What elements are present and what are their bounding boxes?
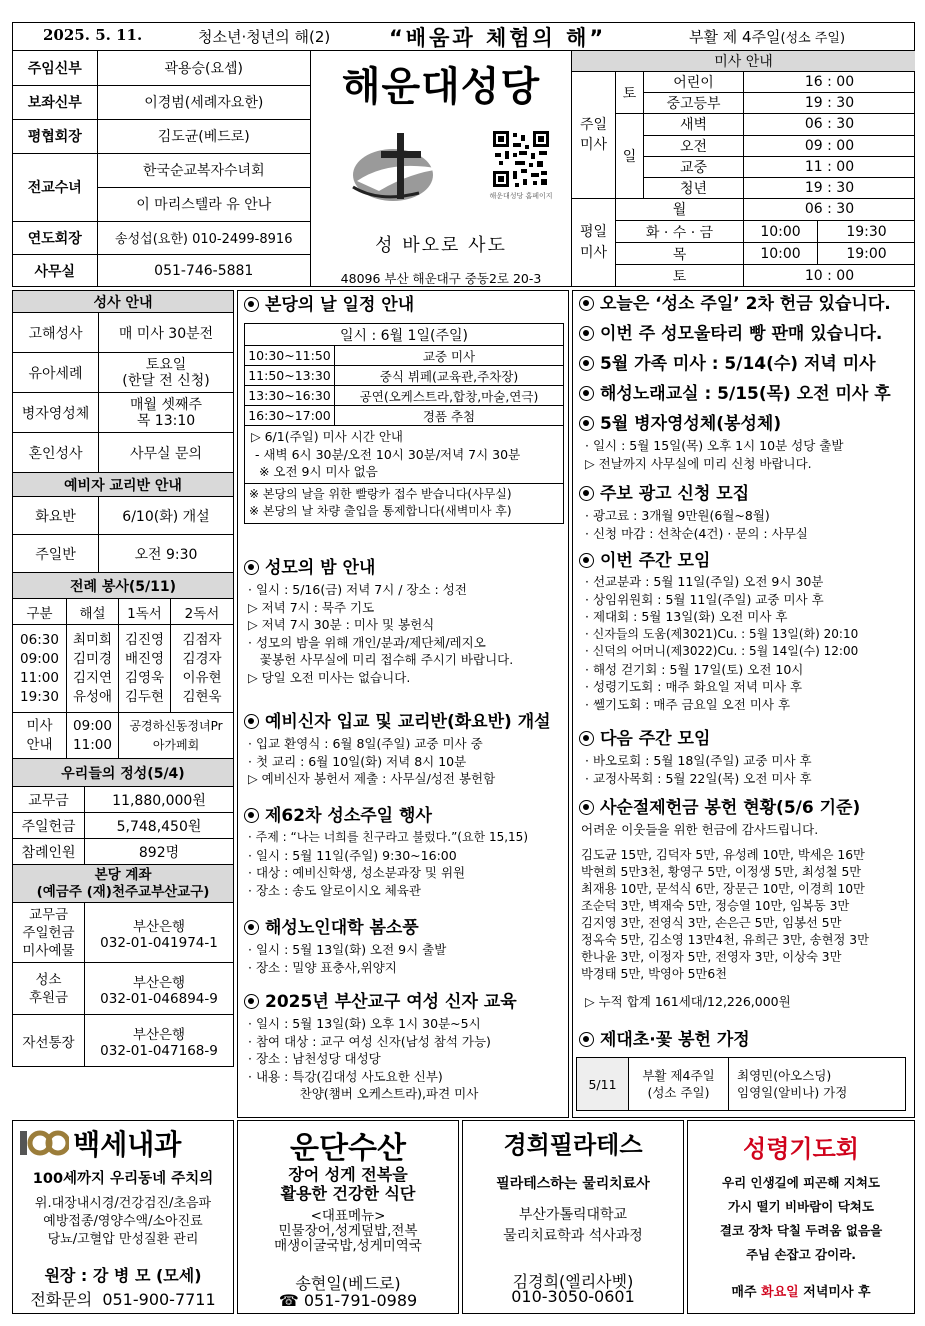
staff-table [13, 51, 311, 287]
sacrament-label: 고해성사 [13, 313, 99, 353]
weekday-name: 월 [616, 198, 744, 220]
church-address: 48096 부산 해운대구 중동2로 20-3 [340, 271, 542, 286]
mass-name: 청년 [644, 177, 744, 198]
feast-event: 공연(오케스트라,합창,마술,연극) [335, 386, 564, 406]
mass-time: 09 : 00 [744, 135, 916, 156]
catechumen-entry-heading: 예비신자 입교 및 교리반(화요반) 개설 [244, 711, 551, 733]
staff-value: 곽용승(요셉) [97, 51, 311, 85]
feast-date: 일시 : 6월 1일(주일) [245, 324, 564, 346]
catechumen-label: 주일반 [13, 535, 99, 573]
patron-saint: 성 바오로 사도 [375, 235, 507, 256]
lent-offering-heading: 사순절제헌금 봉헌 현황(5/6 기준) [579, 797, 860, 819]
bullet-icon [244, 920, 259, 935]
offering-label: 주일헌금 [13, 813, 85, 839]
mass-time: 11 : 00 [744, 156, 916, 177]
quick-notice: 오늘은 ‘성소 주일’ 2차 헌금 있습니다. [579, 293, 891, 315]
vocation-heading: 제62차 성소주일 행사 [244, 805, 432, 827]
clinic-logo [19, 1123, 181, 1163]
top-info-block [12, 50, 915, 287]
catechumen-label: 화요반 [13, 497, 99, 535]
account-info: 부산은행 032-01-041974-1 [85, 903, 234, 963]
ad-clinic [12, 1120, 234, 1314]
clinic-phone: 전화문의 051-900-7711 [30, 1290, 216, 1309]
sacrament-label: 유아세례 [13, 353, 99, 393]
account-label: 자선통장 [13, 1015, 85, 1067]
liturgy-mass-times: 09:00 11:00 [67, 713, 119, 759]
women-body: · 일시 : 5월 13일(화) 오후 1시 30분~5시 · 참여 대상 : 교구 여성 신자(남성 참석 가능) · 장소 : 남천성당 대성당 · 내용 : 특강(김대성 사도요한 신부) 찬양(챔버 오케스트라),파견 미사 [248, 1016, 491, 1101]
church-logo-icon [349, 129, 449, 211]
mass-time: 16 : 00 [744, 72, 916, 93]
liturgy-reader2: 김점자 김경자 이유현 김현욱 [171, 625, 234, 713]
staff-label: 전교수녀 [13, 153, 97, 221]
staff-label: 보좌신부 [13, 85, 97, 119]
feast-heading: 본당의 날 일정 안내 [244, 294, 414, 316]
bullet-icon [579, 731, 594, 746]
liturgy-reader1: 김진영 배진영 김영욱 김두현 [119, 625, 171, 713]
sacrament-table [12, 290, 234, 473]
clinic-services: 위.대장내시경/건강검진/초음파 예방접종/영양수액/소아진료 당뇨/고혈압 만성질환 관리 [34, 1196, 212, 1247]
mary-night-body: · 일시 : 5/16(금) 저녁 7시 / 장소 : 성전 ▷ 저녁 7시 : 묵주 기도 ▷ 저녁 7시 30분 : 미사 및 봉헌식 · 성모의 밤을 위해 개인/분과/제단체/레지오 꽃봉헌 사무실에 미리 접수해 주시기 바랍니다. ▷ 당일 오전 미사는 없습니다. [248, 582, 514, 685]
catechumen-title: 예비자 교리반 안내 [13, 473, 234, 497]
church-center [311, 51, 571, 287]
sacrament-label: 혼인성사 [13, 433, 99, 473]
ad-pilates [462, 1120, 684, 1314]
sacrament-value: 매월 셋째주 목 13:10 [99, 393, 234, 433]
qr-code-icon [493, 131, 549, 187]
weekday-name: 토 [616, 265, 744, 287]
bulletin-ad-body: · 광고료 : 3개월 9만원(6월~8월) · 신청 마감 : 선착순(4건) · 문의 : 사무실 [585, 508, 808, 541]
meetings-body: · 선교분과 : 5월 11일(주일) 오전 9시 30분 · 상임위원회 : 5월 11일(주일) 교중 미사 후 · 제대회 : 5월 13일(화) 오전 미사 후 · 신자들의 도움(제3021)Cu. : 5월 13일(화) 20:10 · 신덕의 어머니(제3022)Cu. : 5월 14일(수) 12:00 · 해성 걷기회 : 5월 17일(토) 오전 10시 · 성령기도회 : 매주 화요일 저녁 미사 후 · 쎌기도회 : 매주 금요일 오전 미사 후 [585, 574, 859, 712]
bullet-icon [579, 1032, 594, 1047]
seafood-tagline: 장어 성게 전복을 활용한 건강한 식단 [280, 1165, 416, 1203]
middle-column [237, 290, 569, 1118]
staff-value: 이 마리스텔라 유 안나 [97, 187, 311, 221]
sick-communion-heading: 5월 병자영성체(봉성체) [579, 413, 781, 435]
feast-event: 중식 뷔페(교육관,주차장) [335, 366, 564, 386]
header-bar [12, 22, 915, 50]
liturgy-mass-label: 미사 안내 [13, 713, 67, 759]
accounts-table [12, 864, 234, 1067]
clinic-director: 원장 : 강 병 모 (모세) [44, 1266, 202, 1285]
feast-notes: ▷ 6/1(주일) 미사 시간 안내 - 새벽 6시 30분/오전 10시 30분/저녁 7시 30분 ※ 오전 9시 미사 없음 [245, 426, 564, 484]
sacrament-label: 병자영성체 [13, 393, 99, 433]
year-theme-label: 청소년·청년의 해(2) [198, 28, 331, 46]
liturgy-commentators: 최미희 김미경 김지연 유성애 [67, 625, 119, 713]
mass-name: 오전 [644, 135, 744, 156]
offering-value: 892명 [85, 839, 234, 865]
offering-table [12, 758, 234, 865]
right-column [572, 290, 915, 1118]
offering-value: 11,880,000원 [85, 787, 234, 813]
quick-notice: 5월 가족 미사 : 5/14(수) 저녁 미사 [579, 353, 876, 375]
weekday-name: 목 [616, 243, 744, 265]
women-heading: 2025년 부산교구 여성 신자 교육 [244, 991, 517, 1013]
offering-title: 우리들의 정성(5/4) [13, 759, 234, 787]
staff-value: 이경범(세례자요한) [97, 85, 311, 119]
account-label: 성소 후원금 [13, 963, 85, 1015]
seafood-owner: 송현일(베드로) [295, 1274, 401, 1293]
accounts-title: 본당 계좌 (예금주 (재)천주교부산교구) [13, 865, 234, 903]
weekday-time: 10:00 [744, 221, 818, 243]
clinic-tagline: 100세까지 우리동네 주치의 [32, 1171, 214, 1187]
feast-event: 교중 미사 [335, 346, 564, 366]
flowers-table [576, 1057, 906, 1111]
prayer-group-schedule: 매주 화요일 저녁미사 후 [731, 1285, 871, 1300]
mary-night-heading: 성모의 밤 안내 [244, 557, 375, 579]
mass-time: 06 : 30 [744, 114, 916, 135]
pilates-name: 경희필라테스 [503, 1131, 643, 1159]
offering-label: 교무금 [13, 787, 85, 813]
feast-time: 10:30~11:50 [245, 346, 335, 366]
bullet-icon [244, 714, 259, 729]
liturgy-title: 전례 봉사(5/11) [13, 573, 234, 599]
year-theme-title: “배움과 체험의 해” [389, 26, 607, 50]
liturgy-header: 구분 [13, 599, 67, 625]
feast-time: 11:50~13:30 [245, 366, 335, 386]
weekday-time: 19:30 [818, 221, 916, 243]
pilates-tagline: 필라테스하는 물리치료사 [496, 1176, 650, 1192]
bullet-icon [579, 486, 594, 501]
staff-value: 송성섭(요한) 010-2499-8916 [97, 221, 311, 254]
feast-warnings: ※ 본당의 날을 위한 빨랑카 접수 받습니다(사무실) ※ 본당의 날 차량 출입을 통제합니다(새벽미사 후) [245, 483, 564, 523]
bullet-icon [244, 994, 259, 1009]
liturgical-sunday: 부활 제 4주일(성소 주일) [689, 28, 846, 46]
next-meetings-body: · 바오로회 : 5월 18일(주일) 교중 미사 후 · 교정사목회 : 5월 22일(목) 오전 미사 후 [585, 753, 812, 786]
feast-time: 16:30~17:00 [245, 406, 335, 426]
staff-value: 한국순교복자수녀회 [97, 153, 311, 187]
bullet-icon [579, 553, 594, 568]
seafood-phone: ☎ 051-791-0989 [278, 1291, 418, 1310]
mass-time: 19 : 30 [744, 93, 916, 114]
mass-name: 교중 [644, 156, 744, 177]
quick-notice: 해성노래교실 : 5/15(목) 오전 미사 후 [579, 383, 891, 405]
issue-date: 2025. 5. 11. [43, 26, 143, 44]
bullet-icon [579, 800, 594, 815]
prayer-group-verse: 우리 인생길에 피곤해 지쳐도 가시 떨기 비바람이 닥쳐도 결코 장차 닥칠 두려움 없음을 주님 손잡고 감이라. [719, 1175, 883, 1262]
weekday-time: 10:00 [744, 243, 818, 265]
flowers-date: 5/11 [577, 1058, 629, 1111]
liturgy-mass-desc: 공경하신동정녀Pr 아가페회 [119, 713, 234, 759]
feast-schedule-table [244, 323, 564, 524]
account-label: 교무금 주일헌금 미사예물 [13, 903, 85, 963]
pilates-phone: 010-3050-0601 [511, 1287, 635, 1306]
left-sidebar [12, 290, 234, 1118]
sunday-label: 일 [616, 114, 644, 199]
bullet-icon [244, 808, 259, 823]
ad-seafood [237, 1120, 459, 1314]
mass-time: 19 : 30 [744, 177, 916, 198]
vocation-body: · 주제 : “나는 너희를 친구라고 불렀다.”(요한 15,15) · 일시 : 5월 11일(주일) 9:30~16:00 · 대상 : 예비신학생, 성소분과장 및 위원 · 장소 : 송도 알로이시오 체육관 [248, 830, 528, 898]
weekday-mass-label: 평일 미사 [572, 198, 616, 287]
flowers-heading: 제대초·꽃 봉헌 가정 [579, 1029, 750, 1051]
feast-event: 경품 추첨 [335, 406, 564, 426]
sunday-mass-label: 주일 미사 [572, 72, 616, 199]
mass-name: 어린이 [644, 72, 744, 93]
qr-caption: 해운대성당 홈페이지 [489, 192, 553, 200]
staff-value: 051-746-5881 [97, 254, 311, 287]
bullet-icon [579, 326, 594, 341]
bullet-icon [579, 416, 594, 431]
prayer-group-name: 성령기도회 [743, 1135, 859, 1163]
catechumen-entry-body: · 입교 환영식 : 6월 8일(주일) 교중 미사 중 · 첫 교리 : 6월 10일(화) 저녁 8시 10분 ▷ 예비신자 봉헌서 제출 : 사무실/성전 봉헌함 [248, 736, 496, 786]
feast-time: 13:30~16:30 [245, 386, 335, 406]
bulletin-ad-heading: 주보 광고 신청 모집 [579, 483, 749, 505]
next-meetings-heading: 다음 주간 모임 [579, 728, 710, 750]
catechumen-value: 오전 9:30 [99, 535, 234, 573]
weekday-time: 06 : 30 [744, 198, 916, 220]
sacrament-value: 사무실 문의 [99, 433, 234, 473]
offering-value: 5,748,450원 [85, 813, 234, 839]
lent-offering-body: 어려운 이웃들을 위한 헌금에 감사드립니다. 김도균 15만, 김덕자 5만, 유성례 10만, 박세은 16만 박현희 5만3천, 황영구 5만, 이정생 5만, 최성철 5만 최재용 10만, 문석식 6만, 장문근 10만, 이경희 10만 조순덕 3만, 벽재숙 5만, 정승열 10만, 임복동 3만 김지영 3만, 전영식 3만, 손은근 5만, 임봉선 5만 정옥숙 5만, 김소영 13만4천, 유희근 3만, 송현정 3만 한나윤 3만, 이정자 5만, 전영자 3만, 이상숙 3만 박경태 5만, 박영아 5만6천 ▷ 누적 합계 161세대/12,226,000원 [581, 822, 869, 1009]
weekday-name: 화 · 수 · 금 [616, 221, 744, 243]
liturgy-header: 2독서 [171, 599, 234, 625]
bullet-icon [244, 297, 259, 312]
seafood-menu: <대표메뉴> 민물장어,성게덮밥,전복 매생이굴국밥,성게미역국 [274, 1208, 422, 1254]
saturday-label: 토 [616, 72, 644, 114]
sacrament-title: 성사 안내 [13, 291, 234, 313]
mass-name: 새벽 [644, 114, 744, 135]
account-info: 부산은행 032-01-047168-9 [85, 1015, 234, 1067]
sacrament-value: 매 미사 30분전 [99, 313, 234, 353]
account-info: 부산은행 032-01-046894-9 [85, 963, 234, 1015]
staff-label: 연도회장 [13, 221, 97, 254]
catechumen-table [12, 472, 234, 573]
seafood-name: 운단수산 [290, 1131, 406, 1166]
staff-value: 김도균(베드로) [97, 119, 311, 153]
elder-heading: 해성노인대학 봄소풍 [244, 917, 419, 939]
pilates-owner: 김경희(엘리사벳) [512, 1272, 634, 1291]
clinic-100-logo-icon [19, 1125, 69, 1161]
mass-schedule-table [571, 51, 915, 287]
ad-prayer-group [687, 1120, 915, 1314]
flowers-family: 최영민(아오스딩) 임영일(알비나) 가정 [729, 1058, 906, 1111]
liturgy-times: 06:30 09:00 11:00 19:30 [13, 625, 67, 713]
elder-body: · 일시 : 5월 13일(화) 오전 9시 출발 · 장소 : 밀양 표충사,위양지 [248, 942, 447, 975]
weekday-time: 10 : 00 [744, 265, 916, 287]
quick-notice: 이번 주 성모울타리 빵 판매 있습니다. [579, 323, 882, 345]
liturgy-table [12, 572, 234, 759]
clinic-name: 백세내과 [73, 1128, 182, 1161]
staff-label: 평협회장 [13, 119, 97, 153]
liturgy-header: 1독서 [119, 599, 171, 625]
bullet-icon [579, 356, 594, 371]
flowers-occasion: 부활 제4주일 (성소 주일) [629, 1058, 729, 1111]
sacrament-value: 토요일 (한달 전 신청) [99, 353, 234, 393]
liturgy-header: 해설 [67, 599, 119, 625]
bullet-icon [579, 296, 594, 311]
staff-label: 주임신부 [13, 51, 97, 85]
sick-communion-body: · 일시 : 5월 15일(목) 오후 1시 10분 성당 출발 ▷ 전날까지 사무실에 미리 신청 바랍니다. [585, 438, 844, 471]
catechumen-value: 6/10(화) 개설 [99, 497, 234, 535]
staff-label: 사무실 [13, 254, 97, 287]
mass-title: 미사 안내 [572, 51, 916, 72]
mass-name: 중고등부 [644, 93, 744, 114]
church-name: 해운대성당 [341, 64, 541, 110]
bullet-icon [244, 560, 259, 575]
bullet-icon [579, 386, 594, 401]
offering-label: 참례인원 [13, 839, 85, 865]
weekday-time: 19:00 [818, 243, 916, 265]
meetings-heading: 이번 주간 모임 [579, 550, 710, 572]
pilates-credentials: 부산가톨릭대학교 물리치료학과 석사과정 [503, 1207, 643, 1244]
